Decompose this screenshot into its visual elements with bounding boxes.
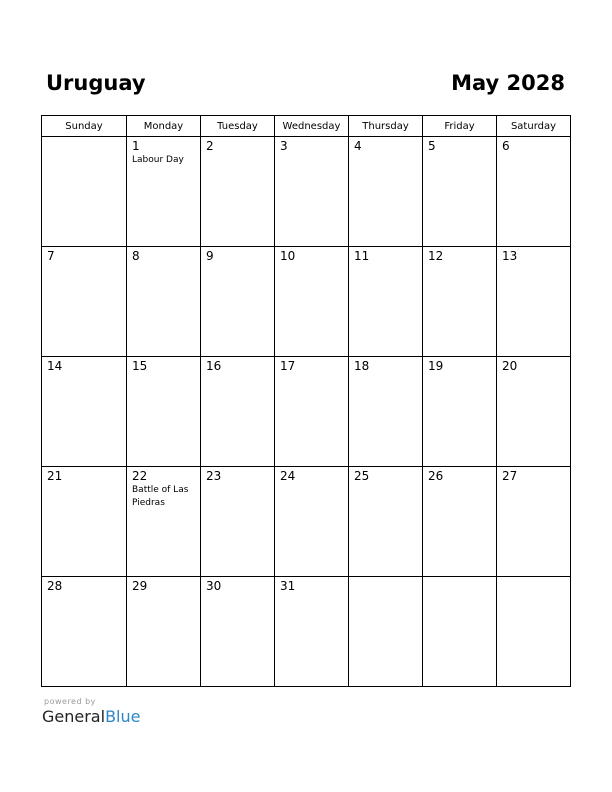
day-cell (349, 577, 423, 687)
day-cell (201, 357, 275, 467)
weekday-header: Thursday (349, 116, 423, 137)
day-cell (42, 247, 127, 357)
brand-blue: Blue (105, 707, 141, 726)
week-row (42, 357, 571, 467)
day-number: 3 (280, 139, 288, 153)
day-cell (497, 577, 571, 687)
day-number: 1 (132, 139, 140, 153)
weekday-header: Tuesday (201, 116, 275, 137)
week-row (42, 577, 571, 687)
powered-by-text: powered by (44, 697, 96, 706)
calendar-grid (41, 115, 571, 687)
week-row (42, 247, 571, 357)
day-cell (42, 357, 127, 467)
day-cell (349, 357, 423, 467)
day-cell (127, 577, 201, 687)
weekday-header: Sunday (42, 116, 127, 137)
day-number: 26 (428, 469, 444, 483)
day-cell (201, 467, 275, 577)
day-cell (275, 467, 349, 577)
holiday-label: Labour Day (132, 155, 184, 165)
day-cell (349, 467, 423, 577)
day-number: 13 (502, 249, 518, 263)
day-number: 25 (354, 469, 370, 483)
week-row (42, 467, 571, 577)
country-title: Uruguay (46, 71, 146, 95)
day-cell (423, 137, 497, 247)
day-cell (42, 577, 127, 687)
brand-general: General (42, 707, 106, 726)
day-cell (201, 137, 275, 247)
day-cell (42, 467, 127, 577)
day-cell (127, 247, 201, 357)
day-cell (275, 357, 349, 467)
day-number: 9 (206, 249, 214, 263)
day-number: 14 (47, 359, 63, 373)
day-cell (497, 357, 571, 467)
day-number: 16 (206, 359, 222, 373)
day-number: 19 (428, 359, 444, 373)
day-cell (497, 137, 571, 247)
day-cell (42, 137, 127, 247)
day-number: 28 (47, 579, 63, 593)
day-cell (497, 247, 571, 357)
day-cell (127, 137, 201, 247)
day-cell (423, 247, 497, 357)
day-number: 17 (280, 359, 296, 373)
day-cell (497, 467, 571, 577)
day-cell (201, 247, 275, 357)
day-number: 11 (354, 249, 370, 263)
day-number: 21 (47, 469, 63, 483)
weekday-header: Monday (127, 116, 201, 137)
day-number: 20 (502, 359, 518, 373)
generalblue-logo[interactable] (42, 707, 140, 726)
day-cell (201, 577, 275, 687)
month-year-title: May 2028 (451, 71, 565, 95)
day-number: 15 (132, 359, 148, 373)
day-number: 7 (47, 249, 55, 263)
day-number: 4 (354, 139, 362, 153)
day-number: 27 (502, 469, 518, 483)
day-cell (275, 137, 349, 247)
weekday-header-row (42, 116, 571, 137)
day-number: 12 (428, 249, 444, 263)
day-number: 5 (428, 139, 436, 153)
day-number: 18 (354, 359, 370, 373)
day-cell (275, 247, 349, 357)
day-cell (349, 247, 423, 357)
day-cell (127, 467, 201, 577)
day-number: 2 (206, 139, 214, 153)
day-number: 31 (280, 579, 296, 593)
week-row (42, 137, 571, 247)
day-number: 29 (132, 579, 148, 593)
day-number: 30 (206, 579, 222, 593)
holiday-label: Battle of Las Piedras (132, 485, 189, 508)
day-number: 8 (132, 249, 140, 263)
day-cell (275, 577, 349, 687)
day-number: 6 (502, 139, 510, 153)
day-cell (423, 467, 497, 577)
day-number: 22 (132, 469, 148, 483)
day-number: 23 (206, 469, 222, 483)
weekday-header: Wednesday (275, 116, 349, 137)
weekday-header: Friday (423, 116, 497, 137)
day-number: 24 (280, 469, 296, 483)
footer (42, 697, 140, 726)
day-cell (423, 357, 497, 467)
day-cell (127, 357, 201, 467)
weekday-header: Saturday (497, 116, 571, 137)
day-cell (423, 577, 497, 687)
day-number: 10 (280, 249, 296, 263)
day-cell (349, 137, 423, 247)
